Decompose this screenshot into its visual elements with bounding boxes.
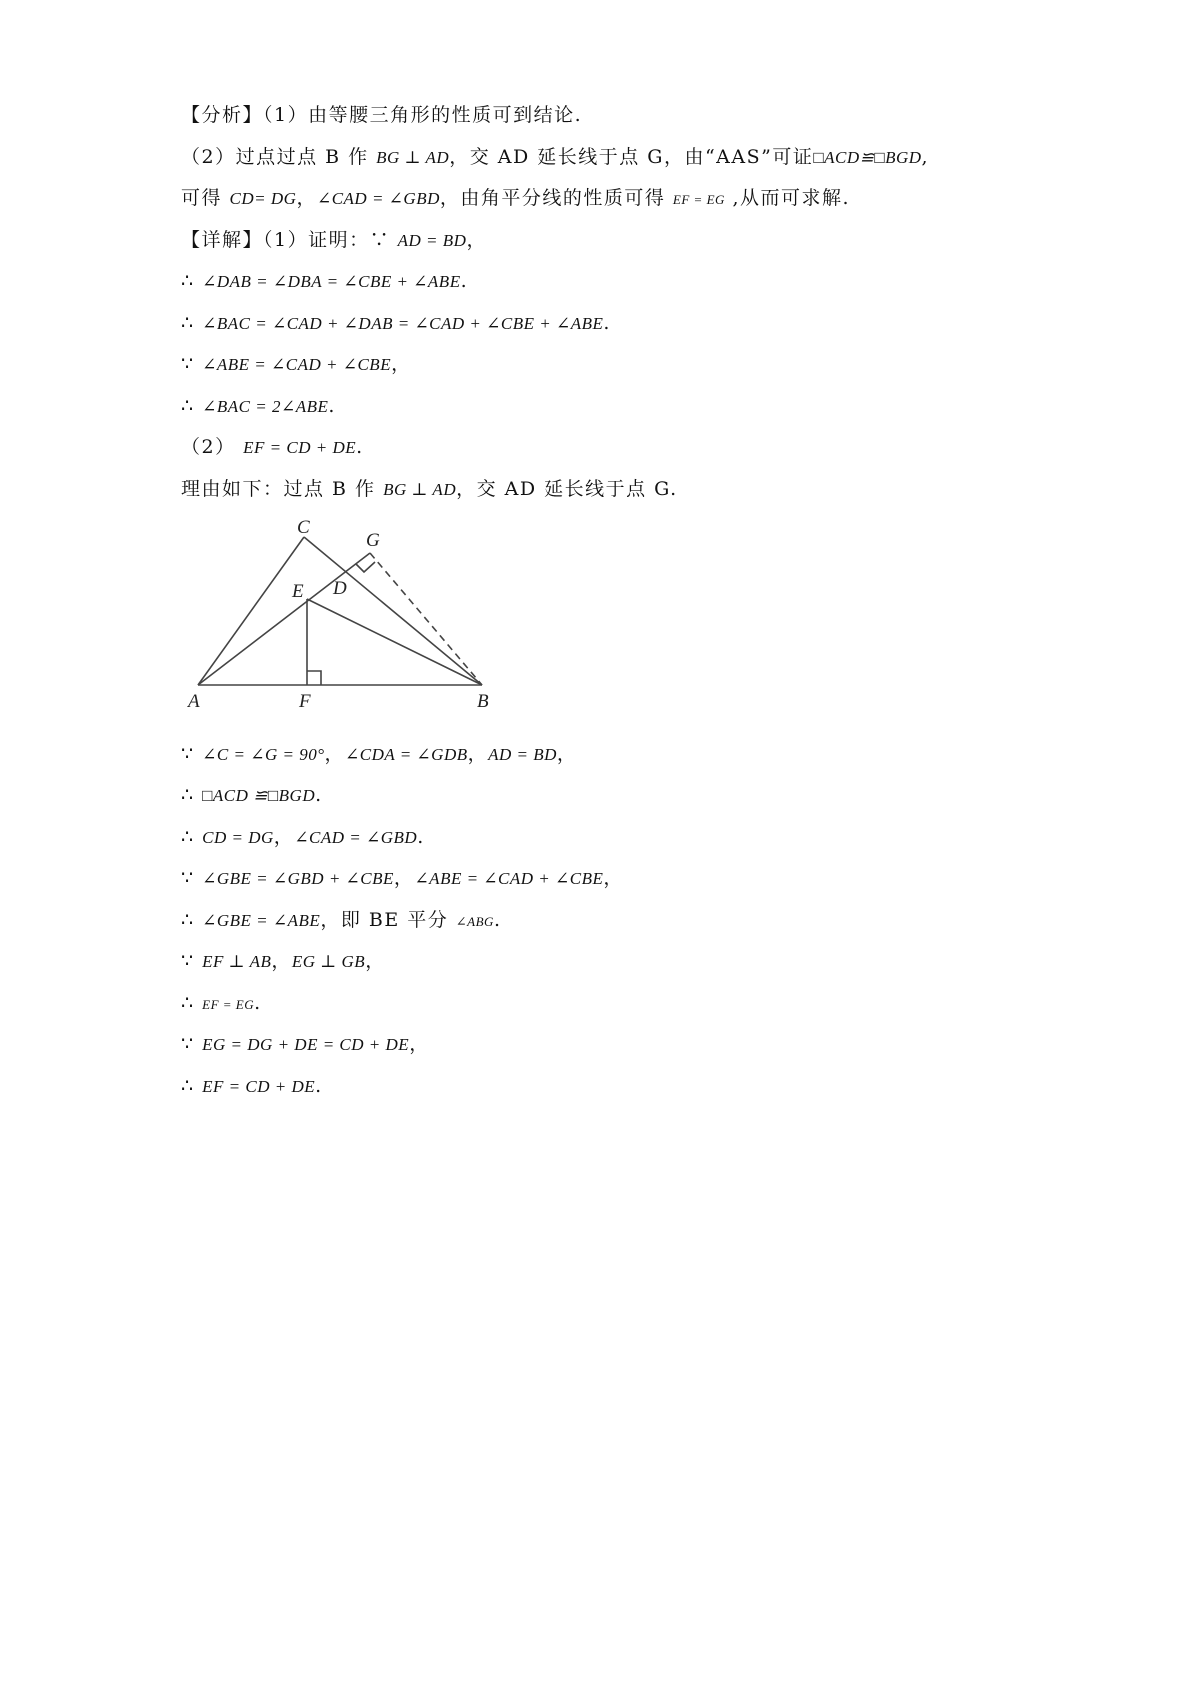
- text-line: [181, 824, 425, 851]
- math-expression: ∠GBE = ∠GBD + ∠CBE: [202, 869, 394, 888]
- math-expression: AD = BD: [397, 231, 467, 250]
- text-run: ，: [391, 353, 412, 375]
- math-expression: BG ⊥ AD: [383, 480, 457, 499]
- text-run: ，: [296, 187, 317, 209]
- text-run: ，: [271, 950, 292, 972]
- segment-GB: [370, 553, 482, 685]
- text-run: ∵: [181, 1033, 203, 1055]
- math-expression: ∠GBE = ∠ABE: [202, 911, 321, 930]
- text-run: ∴: [181, 270, 203, 292]
- text-run: ∵: [181, 867, 203, 889]
- label-E: E: [292, 581, 304, 602]
- label-F: F: [299, 691, 311, 712]
- math-expression-small: EF = EG: [202, 997, 255, 1012]
- text-run: .: [254, 992, 262, 1014]
- text-line: [181, 990, 262, 1018]
- text-run: ∵: [181, 353, 203, 375]
- text-run: .: [315, 784, 323, 806]
- text-line: [181, 741, 577, 768]
- text-run: 【分析】（1）由等腰三角形的性质可到结论.: [181, 104, 583, 126]
- text-line: [181, 434, 364, 461]
- math-expression: BG ⊥ AD: [376, 148, 450, 167]
- text-line: [181, 351, 412, 378]
- text-run: ，: [556, 743, 578, 765]
- label-A: A: [188, 691, 200, 712]
- text-run: ∵: [181, 743, 203, 765]
- text-run: ，即 BE 平分: [320, 909, 456, 931]
- segment-AG: [198, 553, 370, 685]
- label-C: C: [297, 517, 310, 538]
- text-line: [181, 393, 336, 420]
- text-run: ∴: [181, 312, 203, 334]
- text-run: （2）过点过点 B 作: [181, 146, 377, 168]
- math-expression: EG ⊥ GB: [291, 952, 366, 971]
- text-run: ，: [467, 743, 489, 765]
- text-run: ，交 AD 延长线于点 G，由“AAS”可证: [449, 146, 814, 168]
- text-run: ,: [921, 146, 930, 168]
- text-run: （2）: [181, 436, 244, 458]
- text-line: [181, 948, 386, 975]
- math-expression: ∠ABE = ∠CAD + ∠CBE: [202, 355, 392, 374]
- math-expression: AD = BD: [488, 745, 557, 764]
- text-line: [181, 227, 487, 254]
- text-line: [181, 144, 929, 171]
- text-run: ，: [603, 867, 624, 889]
- math-expression: EF = CD + DE: [243, 438, 357, 457]
- text-run: .: [493, 909, 502, 931]
- text-run: 【详解】（1）证明：∵: [181, 229, 398, 251]
- segment-AC: [198, 537, 304, 685]
- math-expression: ∠CDA = ∠GDB: [345, 745, 468, 764]
- text-run: ∴: [181, 1075, 203, 1097]
- text-run: 理由如下：过点 B 作: [181, 478, 384, 500]
- text-run: ，: [466, 229, 487, 251]
- math-expression: ∠CAD = ∠GBD: [316, 189, 440, 208]
- text-run: ,从而可求解.: [724, 187, 851, 209]
- text-line: [181, 907, 501, 935]
- geometry-figure: [180, 515, 500, 720]
- text-line: [181, 476, 678, 503]
- text-run: .: [417, 826, 425, 848]
- math-expression: EF = CD + DE: [202, 1077, 316, 1096]
- math-expression: ∠CAD = ∠GBD: [294, 828, 418, 847]
- text-line: [181, 782, 323, 809]
- text-line: [181, 185, 850, 213]
- math-expression: ∠BAC = ∠CAD + ∠DAB = ∠CAD + ∠CBE + ∠ABE: [202, 314, 604, 333]
- text-run: ∴: [181, 826, 203, 848]
- text-run: 可得: [181, 187, 230, 209]
- math-expression: ∠DAB = ∠DBA = ∠CBE + ∠ABE: [202, 272, 461, 291]
- text-run: ，交 AD 延长线于点 G.: [456, 478, 678, 500]
- text-line: [181, 102, 582, 128]
- text-run: .: [328, 395, 336, 417]
- math-expression-small: ∠ABG: [455, 914, 494, 929]
- text-run: ∴: [181, 784, 203, 806]
- math-expression: ∠ABE = ∠CAD + ∠CBE: [414, 869, 604, 888]
- text-run: .: [356, 436, 364, 458]
- text-run: .: [460, 270, 469, 292]
- math-expression: ∠C = ∠G = 90°: [202, 745, 325, 764]
- text-run: ，: [273, 826, 295, 848]
- math-expression-small: EF = EG: [672, 192, 725, 207]
- text-run: ∴: [181, 992, 203, 1014]
- right-angle-F: [307, 671, 321, 685]
- text-run: ，: [365, 950, 386, 972]
- right-angle-G: [356, 562, 375, 572]
- text-line: [181, 310, 611, 337]
- math-expression: ∠BAC = 2∠ABE: [202, 397, 329, 416]
- text-run: ，: [324, 743, 346, 765]
- text-run: ∵: [181, 950, 203, 972]
- label-D: D: [333, 578, 347, 599]
- text-run: ∴: [181, 909, 203, 931]
- text-line: [181, 1073, 323, 1100]
- math-expression: □ACD ≌□BGD: [202, 786, 316, 805]
- math-expression: CD= DG: [229, 189, 297, 208]
- text-line: [181, 865, 624, 892]
- text-run: ，由角平分线的性质可得: [439, 187, 673, 209]
- text-run: .: [603, 312, 611, 334]
- text-line: [181, 1031, 430, 1058]
- text-line: [181, 268, 468, 295]
- math-expression: EF ⊥ AB: [202, 952, 272, 971]
- label-G: G: [366, 530, 380, 551]
- math-expression: CD = DG: [202, 828, 274, 847]
- text-run: ，: [393, 867, 415, 889]
- text-run: ∴: [181, 395, 203, 417]
- text-run: ，: [409, 1033, 430, 1055]
- math-expression: EG = DG + DE = CD + DE: [202, 1035, 410, 1054]
- label-B: B: [477, 691, 489, 712]
- math-expression: □ACD≌□BGD: [813, 148, 922, 167]
- text-run: .: [315, 1075, 323, 1097]
